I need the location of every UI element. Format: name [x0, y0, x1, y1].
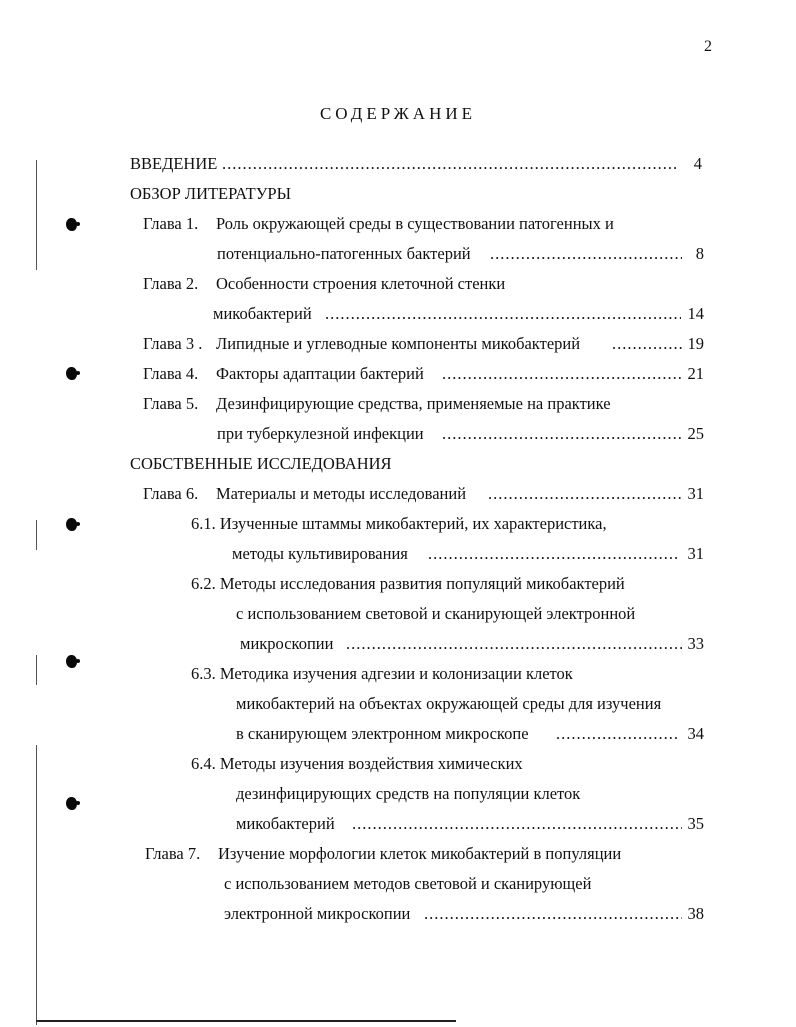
toc-label: 6.3. Методика изучения адгезии и колонизации клеток	[191, 664, 573, 683]
toc-leader	[442, 424, 682, 444]
toc-leader	[428, 544, 680, 564]
toc-label: потенциально-патогенных бактерий	[217, 244, 471, 263]
toc-label: с использованием методов световой и сканирующей	[224, 874, 592, 893]
punch-hole	[66, 518, 77, 531]
toc-leader	[442, 364, 682, 384]
toc-prefix: Глава 6.	[143, 484, 199, 503]
toc-label: Материалы и методы исследований	[216, 484, 467, 503]
toc-label: ВВЕДЕНИЕ	[130, 154, 218, 173]
toc-label: электронной микроскопии	[224, 904, 411, 923]
margin-line	[36, 520, 37, 550]
toc-prefix: Глава 7.	[145, 844, 201, 863]
toc-label: Роль окружающей среды в существовании патогенных и	[216, 214, 614, 233]
page-number: 2	[704, 38, 712, 55]
toc-label: с использованием световой и сканирующей электронной	[236, 604, 636, 623]
toc-leader	[488, 484, 682, 504]
toc-leader	[612, 334, 682, 354]
toc-page: 21	[687, 364, 704, 383]
toc-label: микобактерий	[213, 304, 312, 323]
toc-page: 4	[693, 154, 702, 173]
toc-prefix: Глава 3 .	[143, 334, 203, 353]
bottom-border-line	[36, 1020, 456, 1022]
punch-hole	[66, 797, 77, 810]
toc-page: 14	[687, 304, 704, 323]
toc-leader	[325, 304, 681, 324]
toc-page: 31	[687, 484, 704, 503]
toc-label: 6.2. Методы исследования развития популяций микобактерий	[191, 574, 625, 593]
margin-line	[36, 745, 37, 1025]
toc-page: 38	[687, 904, 704, 923]
toc-label: микобактерий на объектах окружающей среды для изучения	[236, 694, 662, 713]
toc-prefix: Глава 4.	[143, 364, 199, 383]
section-heading-review: ОБЗОР ЛИТЕРАТУРЫ	[130, 184, 291, 203]
punch-hole	[66, 655, 77, 668]
toc-label: Липидные и углеводные компоненты микобактерий	[216, 334, 581, 353]
toc-label: при туберкулезной инфекции	[217, 424, 424, 443]
toc-leader	[346, 634, 682, 654]
page-title: СОДЕРЖАНИЕ	[319, 104, 477, 123]
toc-leader	[556, 724, 680, 744]
margin-line	[36, 655, 37, 685]
punch-hole	[66, 367, 77, 380]
toc-leader	[222, 154, 678, 174]
margin-line	[36, 160, 37, 270]
toc-page: 34	[687, 724, 704, 743]
toc-page: 19	[687, 334, 704, 353]
toc-page: 25	[687, 424, 704, 443]
toc-label: Дезинфицирующие средства, применяемые на практике	[216, 394, 611, 413]
punch-hole	[66, 218, 77, 231]
toc-label: 6.4. Методы изучения воздействия химических	[191, 754, 523, 773]
toc-page: 35	[687, 814, 704, 833]
toc-prefix: Глава 1.	[143, 214, 199, 233]
toc-prefix: Глава 2.	[143, 274, 199, 293]
toc-prefix: Глава 5.	[143, 394, 199, 413]
toc-label: Особенности строения клеточной стенки	[216, 274, 506, 293]
toc-page: 8	[695, 244, 704, 263]
toc-label: Факторы адаптации бактерий	[216, 364, 424, 383]
toc-leader	[490, 244, 682, 264]
toc-label: в сканирующем электронном микроскопе	[236, 724, 529, 743]
toc-leader	[352, 814, 682, 834]
section-heading-own-research: СОБСТВЕННЫЕ ИССЛЕДОВАНИЯ	[130, 454, 392, 473]
toc-page: 31	[687, 544, 704, 563]
toc-label: 6.1. Изученные штаммы микобактерий, их характеристика,	[191, 514, 607, 533]
toc-label: микобактерий	[236, 814, 335, 833]
toc-label: микроскопии	[240, 634, 334, 653]
toc-page: 33	[687, 634, 704, 653]
toc-label: методы культивирования	[232, 544, 408, 563]
toc-label: дезинфицирующих средств на популяции клеток	[236, 784, 581, 803]
toc-leader	[424, 904, 682, 924]
toc-label: Изучение морфологии клеток микобактерий в популяции	[218, 844, 622, 863]
